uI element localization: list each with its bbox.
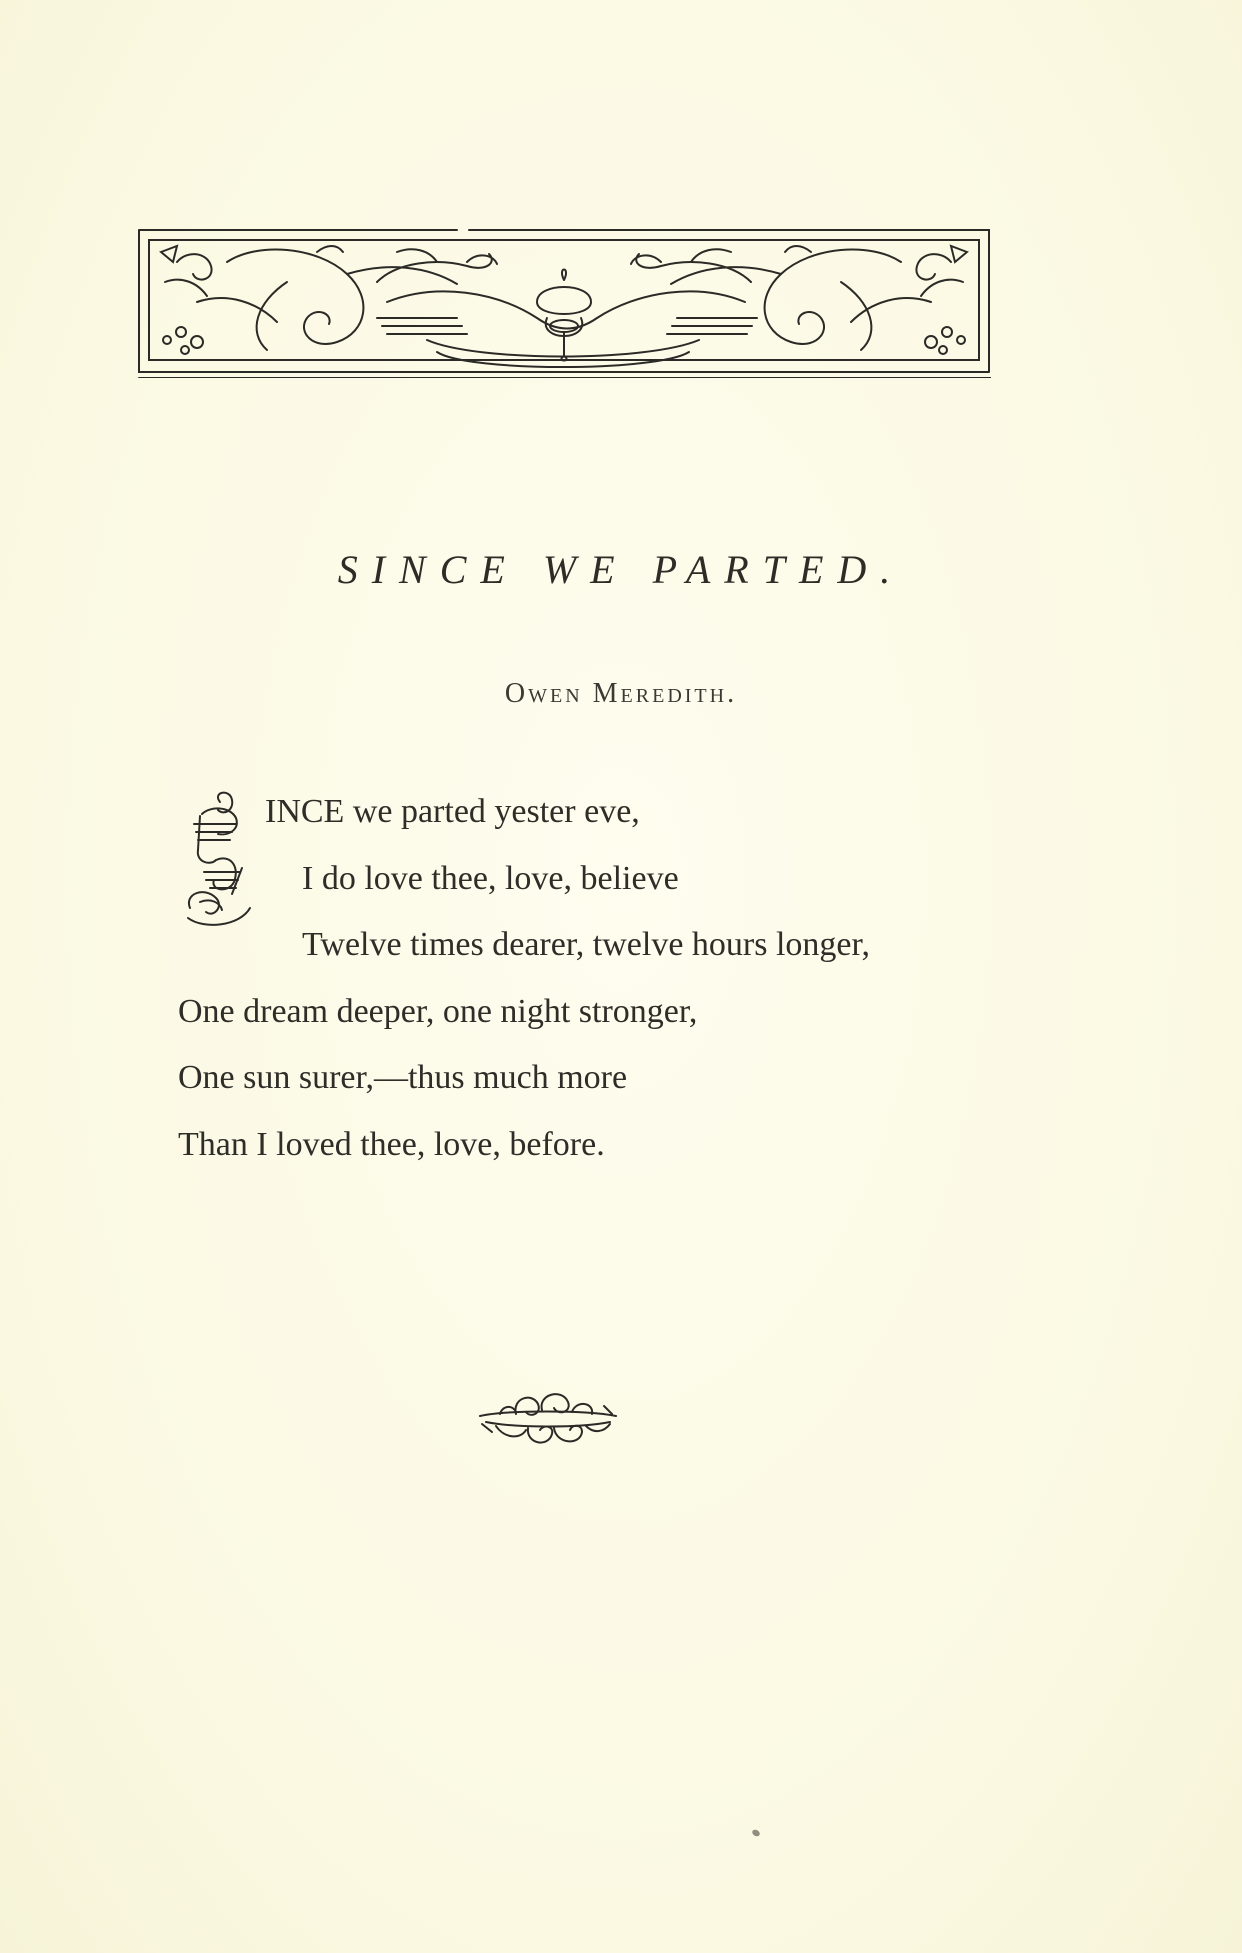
poem-author: Owen Meredith. <box>504 678 738 709</box>
poem-line: INCE we parted yester eve, <box>265 793 640 830</box>
poem-title: SINCE WE PARTED. <box>337 547 905 592</box>
floral-headpiece-ornament <box>137 222 991 378</box>
scroll-tailpiece-ornament <box>476 1386 620 1452</box>
poem-line: Than I loved thee, love, before. <box>178 1126 605 1163</box>
poem-line: One dream deeper, one night stronger, <box>178 993 698 1030</box>
poem-line: One sun surer,—thus much more <box>178 1059 628 1096</box>
drop-cap-s-ornament <box>180 790 258 938</box>
poem-line: Twelve times dearer, twelve hours longer, <box>302 926 870 963</box>
poem-line: I do love thee, love, believe <box>302 860 679 897</box>
